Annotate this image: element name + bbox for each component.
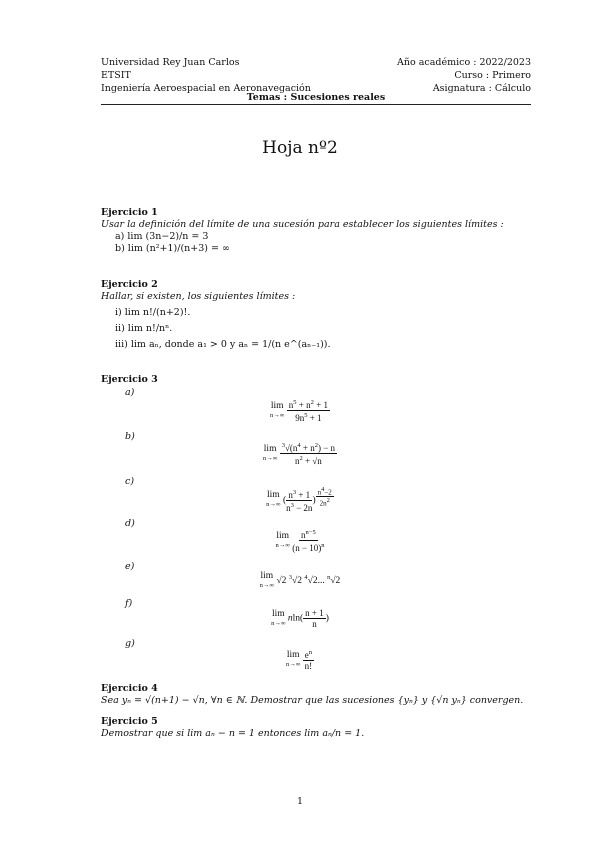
exercise-1-heading: Ejercicio 1 [101, 207, 158, 218]
exercise-5-statement: Demostrar que si lim aₙ − n = 1 entonces lim aₙ/n = 1. [101, 728, 365, 739]
school: ETSIT [101, 70, 131, 81]
exercise-3-label-a: a) [125, 387, 135, 398]
exercise-1-b: b) lim (n²+1)/(n+3) = ∞ [115, 243, 230, 254]
exercise-4-heading: Ejercicio 4 [101, 683, 158, 694]
degree: Ingeniería Aeroespacial en Aeronavegación [101, 83, 311, 94]
university: Universidad Rey Juan Carlos [101, 57, 240, 68]
formula-3c: lim n→∞ ( $\frac{n^3 + 1}{n^3 - 2n}$ ) $^{\frac{n^4-2}{2n^2}}$ [266, 486, 332, 513]
exercise-2-iii: iii) lim aₙ, donde a₁ > 0 y aₙ = 1/(n e^(aₙ₋₁)). [115, 339, 331, 350]
exercise-2-ii: ii) lim n!/nⁿ. [115, 323, 173, 334]
sheet-title: Hoja nº2 [262, 138, 338, 158]
exercise-3-heading-wrap [101, 374, 158, 386]
topic: Temas : Sucesiones reales [246, 92, 386, 103]
exercise-3-label-c: c) [125, 476, 135, 487]
exercise-1-a: a) lim (3n−2)/n = 3 [115, 231, 209, 242]
subject: Asignatura : Cálculo [432, 83, 531, 94]
exercise-2-i: i) lim n!/(n+2)!. [115, 307, 191, 318]
formula-3d: lim n→∞ $\frac{n^{n-5}}{(n - 10)^n}$ [275, 529, 325, 553]
formula-3f: lim n→∞ nln( $\frac{n + 1}{n}$ ) [271, 608, 329, 629]
exercise-3-label-f: f) [125, 598, 133, 609]
exercise-4 [101, 683, 523, 707]
header-rule [101, 104, 531, 105]
exercise-3-label-e: e) [125, 561, 135, 572]
exercise-3-label-g: g) [125, 638, 135, 649]
exercise-5-heading: Ejercicio 5 [101, 716, 158, 727]
header-left [101, 56, 311, 95]
exercise-2-statement: Hallar, si existen, los siguientes límites : [101, 291, 296, 302]
exercise-3-heading: Ejercicio 3 [101, 374, 158, 385]
exercise-2 [101, 279, 331, 351]
formula-3g: lim n→∞ $\frac{e^n}{n!}$ [285, 649, 313, 671]
exercise-4-statement: Sea yₙ = √(n+1) − √n, ∀n ∈ ℕ. Demostrar que las sucesiones {yₙ} y {√n yₙ} convergen. [101, 695, 524, 706]
exercise-3-label-b: b) [125, 431, 135, 442]
exercise-1 [101, 207, 504, 255]
academic-year: Año académico : 2022/2023 [397, 57, 531, 68]
exercise-5 [101, 716, 364, 740]
formula-3e: lim n→∞ √2 $^3$√2 $^4$√2... $^n$√2 [259, 571, 341, 589]
page-number: 1 [296, 796, 304, 807]
header-right [397, 56, 531, 95]
exercise-1-statement: Usar la definición del límite de una sucesión para establecer los siguientes límites : [101, 219, 504, 230]
course: Curso : Primero [454, 70, 531, 81]
exercise-2-heading: Ejercicio 2 [101, 279, 158, 290]
formula-3b: lim n→∞ $\frac{^3√(n^4 + n^2) - n}{n^2 + √n}$ [262, 442, 336, 466]
formula-3a: lim n→∞ $\frac{n^5 + n^2 + 1}{9n^5 + 1}$ [270, 399, 328, 423]
exercise-3-label-d: d) [125, 518, 135, 529]
